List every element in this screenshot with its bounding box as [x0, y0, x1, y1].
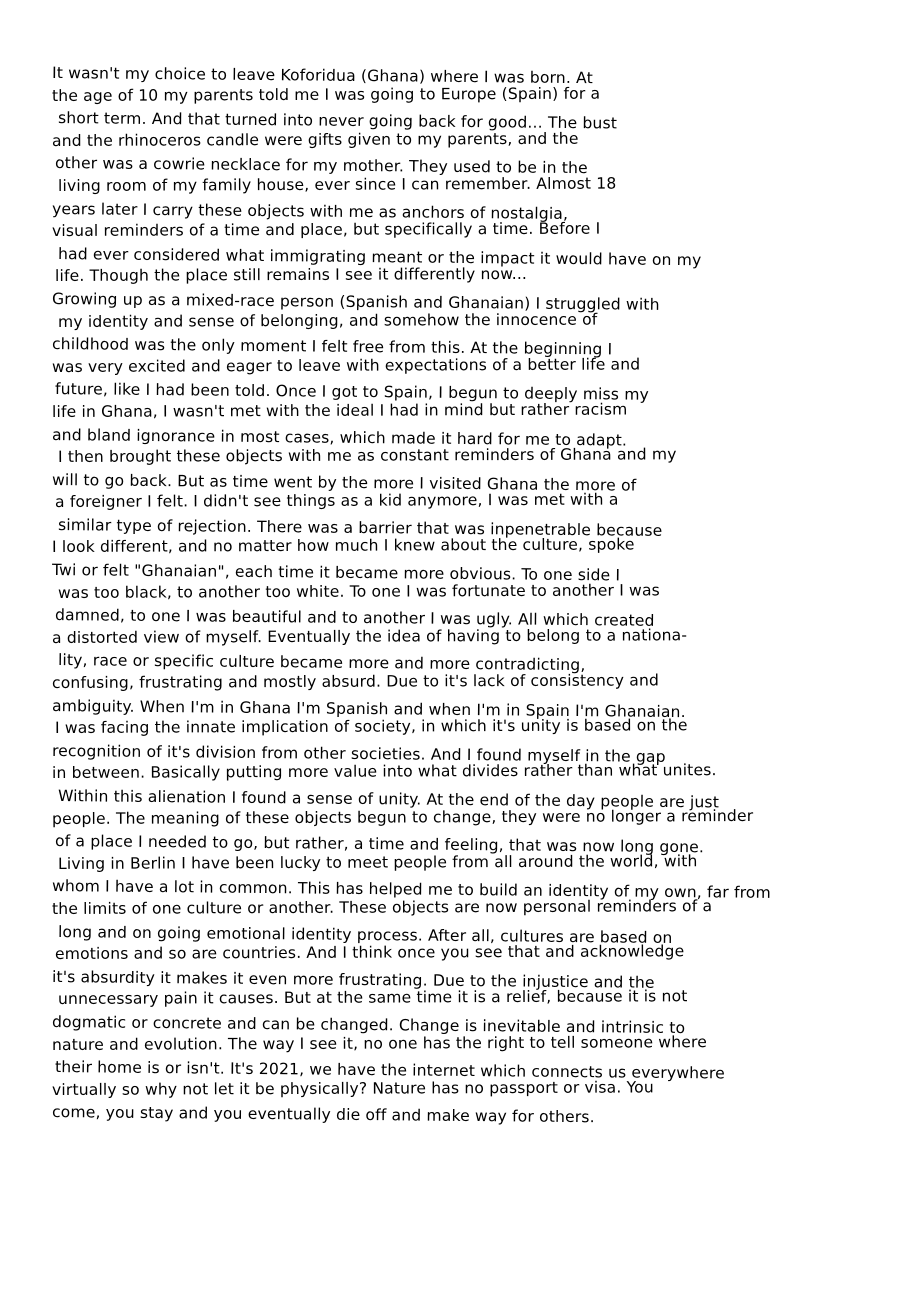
- text-line: life. Though the place still remains I see it differently now...: [54, 265, 528, 286]
- text-line: similar type of rejection. There was a barrier that was inpenetrable because: [57, 515, 663, 540]
- text-line: in between. Basically putting more value into what divides rather than what unites.: [51, 761, 717, 783]
- text-line: was too black, to another too white. To one I was fortunate to another I was: [57, 581, 660, 602]
- text-line: Living in Berlin I have been lucky to meet people from all around the world, with: [57, 851, 698, 873]
- text-line: nature and evolution. The way I see it, no one has the right to tell someone where: [51, 1032, 707, 1054]
- text-line: come, you stay and you eventually die off and make way for others.: [51, 1103, 595, 1127]
- text-line: life in Ghana, I wasn't met with the ideal I had in mind but rather racism: [51, 400, 628, 421]
- text-line: of a place I needed to go, but rather, a time and feeling, that was now long gone.: [54, 832, 705, 857]
- text-line: childhood was the only moment I felt free from this. At the beginning I: [51, 335, 613, 359]
- text-line: it's absurdity it makes it even more frustrating. Due to the injustice and the: [51, 967, 655, 992]
- text-line: emotions and so are countries. And I think once you see that and acknowledge: [54, 942, 685, 964]
- text-line: the age of 10 my parents told me I was going to Europe (Spain) for a: [51, 84, 601, 105]
- text-line: I then brought these objects with me as constant reminders of Ghana and my: [57, 445, 677, 467]
- text-line: living room of my family house, ever since I can remember. Almost 18: [57, 174, 617, 195]
- text-line: their home is or isn't. It's 2021, we have the internet which connects us everywhere: [54, 1058, 725, 1083]
- text-line: was very excited and eager to leave with expectations of a better life and: [51, 355, 641, 376]
- text-line: will to go back. But as time went by the more I visited Ghana the more of: [51, 470, 637, 495]
- handwritten-text-block: [51, 62, 867, 1127]
- text-line: and bland ignorance in most cases, which made it hard for me to adapt.: [51, 425, 628, 450]
- text-line: Twi or felt "Ghanaian", each time it became more obvious. To one side I: [51, 561, 621, 585]
- text-line: Growing up as a mixed-race person (Spanish and Ghanaian) I struggled with: [51, 289, 660, 314]
- text-line: other was a cowrie necklace for my mother. They used to be in the: [54, 154, 588, 178]
- text-line: lity, race or specific culture became more and more contradicting,: [57, 651, 586, 675]
- text-line: short term. And that turned into never going back for good... The bust: [57, 109, 618, 133]
- text-line: unnecessary pain it causes. But at the same time it is a relief, because it is not: [57, 987, 688, 1009]
- text-line: had ever considered what immigrating meant or the impact it would have on my: [57, 244, 702, 269]
- text-line: confusing, frustrating and mostly absurd. Due to it's lack of consistency and: [51, 671, 660, 693]
- text-line: It wasn't my choice to leave Koforidua (Ghana) where I was born. At: [51, 64, 593, 88]
- text-line: I was facing the innate implication of society, in which it's unity is based on the: [54, 716, 688, 738]
- text-line: damned, to one I was beautiful and to another I was ugly. All which created: [54, 606, 655, 631]
- text-line: dogmatic or concrete and can be changed. Change is inevitable and intrinsic to: [51, 1012, 686, 1038]
- text-line: recognition of it's division from other societies. And I found myself in the gap: [51, 741, 666, 766]
- text-line: future, like I had been told. Once I got to Spain, I begun to deeply miss my: [54, 380, 650, 405]
- text-line: my identity and sense of belonging, and somehow the innocence of: [57, 310, 598, 331]
- text-line: a distorted view of myself. Eventually the idea of having to belong to a nationa-: [51, 626, 688, 647]
- text-line: I look different, and no matter how much I knew about the culture, spoke: [51, 535, 635, 557]
- text-line: whom I have a lot in common. This has helped me to build an identity of my own, far from: [51, 877, 771, 903]
- text-line: long and on going emotional identity process. After all, cultures are based on: [57, 922, 673, 947]
- text-line: Within this alienation I found a sense of unity. At the end of the day people are just: [57, 787, 720, 812]
- text-line: ambiguity. When I'm in Ghana I'm Spanish and when I'm in Spain I'm Ghanaian.: [51, 696, 686, 721]
- text-line: virtually so why not let it be physically? Nature has no passport or visa. You: [51, 1078, 654, 1099]
- text-line: the limits of one culture or another. These objects are now personal reminders of a: [51, 897, 713, 918]
- text-line: and the rhinoceros candle were gifts given to my parents, and the: [51, 129, 579, 150]
- text-line: a foreigner I felt. I didn't see things as a kid anymore, I was met with a: [54, 490, 619, 512]
- text-line: years later I carry these objects with me as anchors of nostalgia,: [51, 199, 569, 223]
- text-line: visual reminders of a time and place, but specifically a time. Before I: [51, 219, 601, 241]
- text-line: people. The meaning of these objects begun to change, they were no longer a reminder: [51, 806, 754, 828]
